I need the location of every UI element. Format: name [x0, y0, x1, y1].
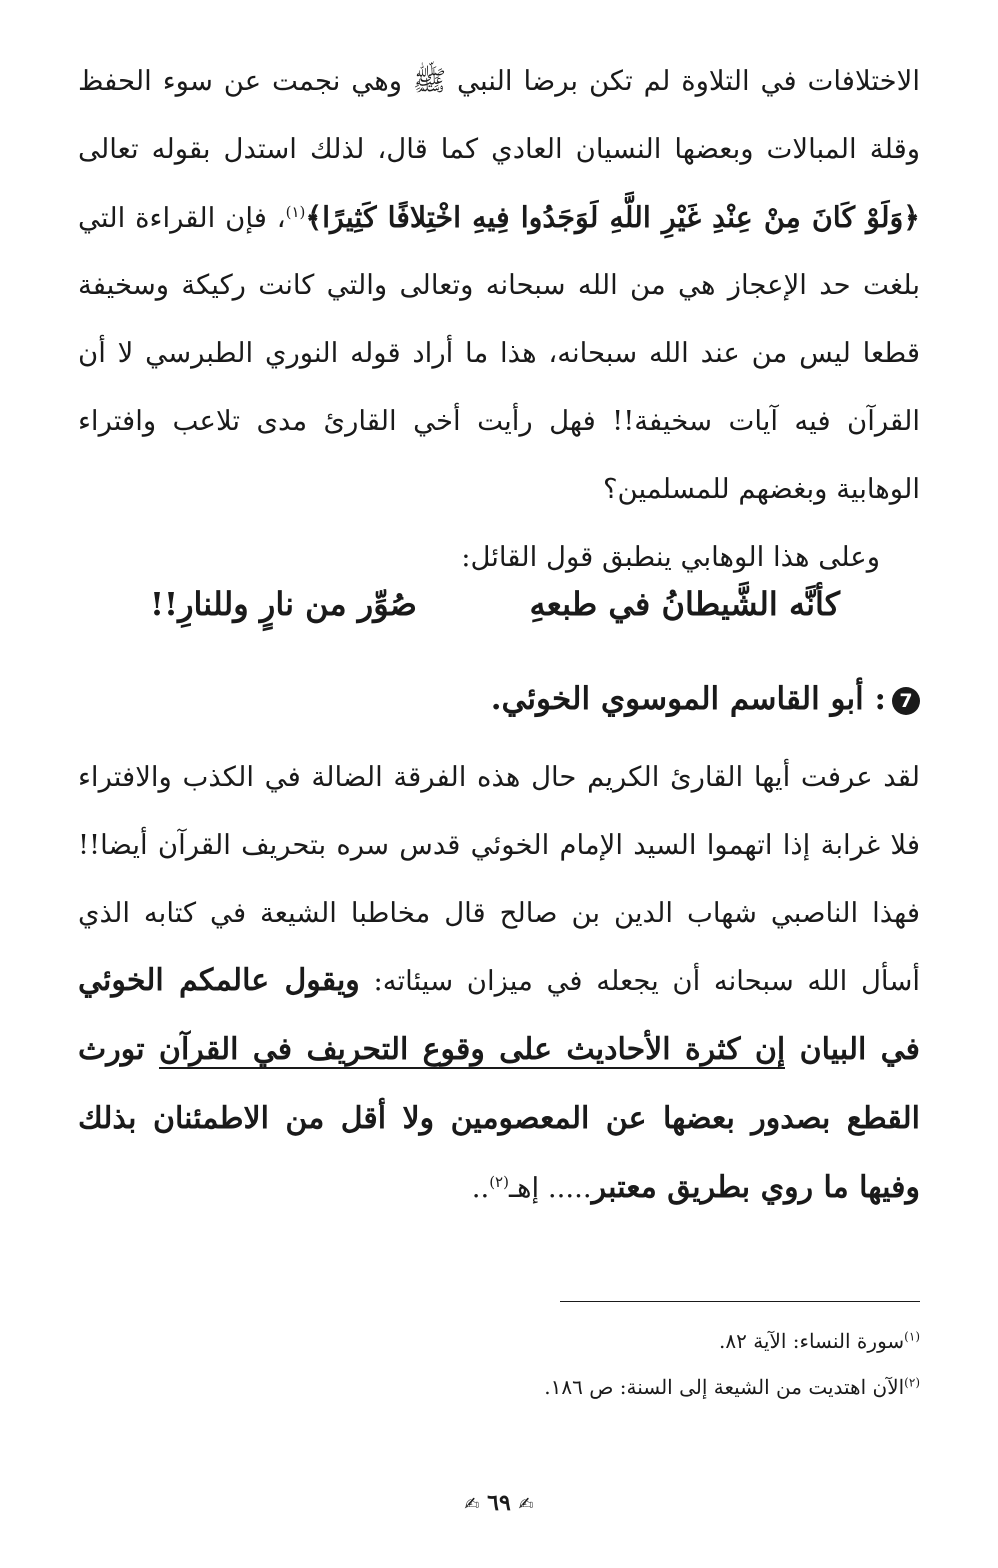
section-heading	[491, 681, 920, 717]
paragraph-2-end: ..	[471, 1171, 490, 1204]
page-number: ٦٩	[487, 1490, 511, 1516]
footnote-ref-1[interactable]: (١)	[285, 202, 306, 221]
footnote-1-text: سورة النساء: الآية ٨٢.	[719, 1329, 905, 1353]
section-number-badge: 7	[892, 687, 920, 715]
footnote-1-marker: (١)	[904, 1329, 920, 1344]
quote-bold-end: تورث القطع بصدور بعضها عن المعصومين ولا أقل من الاطمئنان بذلك وفيها ما روي بطريق معتبر	[78, 1032, 920, 1205]
paragraph-1-text-after: ، فإن القراءة التي بلغت حد الإعجاز هي من الله سبحانه وتعالى والتي كانت ركيكة وسخيفة قطعا ليس من عند الله سبحانه، هذا ما أراد قوله النوري الطبرسي لا أن القرآن فيه آيات سخيفة!! فهل رأيت أخي القارئ مدى تلاعب وافتراء الوهابية وبغضهم للمسلمين؟	[78, 201, 920, 505]
footnote-ref-2[interactable]: (٢)	[489, 1172, 509, 1191]
body-text-top	[78, 48, 920, 591]
footnote-2	[320, 1364, 920, 1410]
quote-trailing: ..... إهـ	[508, 1171, 592, 1204]
quote-underlined: إن كثرة الأحاديث على وقوع التحريف في القرآن	[158, 1032, 786, 1068]
footnote-2-text: الآن اهتديت من الشيعة إلى السنة: ص ١٨٦.	[544, 1375, 905, 1399]
body-text-bottom	[78, 744, 920, 1223]
footnotes	[320, 1318, 920, 1410]
pen-ornament-icon: ✍	[464, 1494, 480, 1515]
intro-line: وعلى هذا الوهابي ينطبق قول القائل:	[461, 540, 880, 573]
footnote-2-marker: (٢)	[904, 1375, 920, 1390]
section-title: : أبو القاسم الموسوي الخوئي.	[490, 681, 886, 717]
page-number-block	[0, 1490, 998, 1516]
quote-bold-start: ويقول عالمكم الخوئي في البيان	[78, 963, 920, 1068]
verse-first-hemistich: كأنَّه الشَّيطانُ في طبعهِ	[529, 585, 840, 623]
footnote-divider	[560, 1301, 920, 1302]
paragraph-2	[78, 744, 920, 1223]
footnote-1	[320, 1318, 920, 1364]
quran-verse: ﴿وَلَوْ كَانَ مِنْ عِنْدِ غَيْرِ اللَّهِ لَوَجَدُوا فِيهِ اخْتِلافًا كَثِيرًا﴾	[305, 199, 920, 234]
paragraph-2-text: لقد عرفت أيها القارئ الكريم حال هذه الفرقة الضالة في الكذب والافتراء فلا غرابة إذا اتهموا السيد الإمام الخوئي قدس سره بتحريف القرآن أيضا!! فهذا الناصبي شهاب الدين بن صالح قال مخاطبا الشيعة في كتابه الذي أسأل الله سبحانه أن يجعله في ميزان سيئاته:	[78, 761, 920, 998]
verse-second-hemistich: صُوِّر من نارٍ وللنارِ!!	[150, 585, 417, 623]
paragraph-1-text-before: الاختلافات في التلاوة لم تكن برضا النبي ﷺ وهي نجمت عن سوء الحفظ وقلة المبالات وبعضها النسيان العادي كما قال، لذلك استدل بقوله تعالى	[78, 65, 920, 165]
paragraph-1	[78, 48, 920, 524]
poetry-verse	[150, 585, 840, 645]
pen-ornament-icon: ✍	[518, 1494, 534, 1515]
